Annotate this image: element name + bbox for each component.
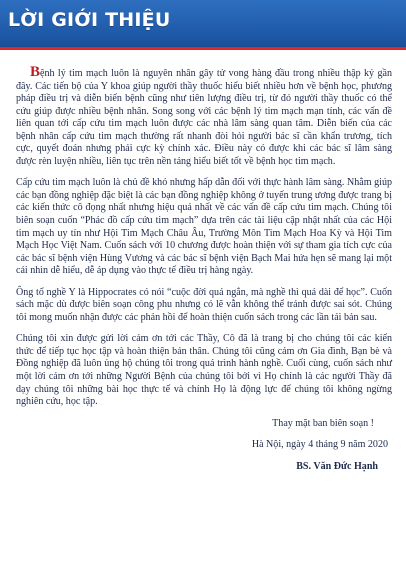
paragraph-1-text: ệnh lý tim mạch luôn là nguyên nhân gây tử vong hàng đầu trong nhiều thập kỷ gần đây. Các tiến bộ của Y khoa giúp người thầy thuốc hiểu biết nhiều hơn về bệnh học, phương pháp điều trị và diễn biến bệnh cũng như tiên lượng điều trị, từ đó người thầy thuốc có thể cứu giúp được nhiều bệnh nhân. Song song với các bệnh lý tim mạch mạn tính, các vấn đề liên quan tới cấp cứu tim mạch luôn được các nhà lâm sàng quan tâm. Diễn biến của các bệnh nhân cấp cứu tim mạch thường rất nhanh đòi hỏi người bác sĩ cần khẩn trương, tích cực, quyết đoán nhưng phải cực kỳ chính xác. Điều này có được khi các bác sĩ lâm sàng được rèn luyện nhiều, liên tục trên nền tảng hiểu biết tốt về bệnh học tim mạch.: [16, 68, 392, 167]
paragraph-1: [16, 66, 392, 168]
signature-author: BS. Văn Đức Hạnh: [296, 460, 378, 472]
paragraph-2: Cấp cứu tim mạch luôn là chủ đề khó nhưng hấp dẫn đối với thực hành lâm sàng. Nhằm giúp các bạn đồng nghiệp đặc biệt là các bạn đồng nghiệp không ở tuyến trung ương được trang bị các kiến thức cô đọng nhất nhưng hiệu quả nhất về các vấn đề cấp cứu tim mạch. Chúng tôi biên soạn cuốn “Phác đồ cấp cứu tim mạch” dựa trên các tài liệu cập nhật nhất của các Hội tim mạch uy tín như Hội Tim Mạch Châu Âu, Trường Môn Tim Mạch Hoa Kỳ và Hội Tim Mạch Học Việt Nam. Cuốn sách với 10 chương được hoàn thiện với sự tham gia tích cực của các bác sĩ bệnh viện Hùng Vương và các bác sĩ bệnh viện Bạch Mai hứa hẹn sẽ mang lại một cái nhìn dễ hiểu, dễ áp dụng vào thực tế điều trị hàng ngày.: [16, 177, 392, 277]
header-bar: [0, 0, 406, 50]
paragraph-4: Chúng tôi xin được gửi lời cảm ơn tới các Thầy, Cô đã là trang bị cho chúng tôi các kiến thức để tiếp tục học tập và hoàn thiện bản thân. Chúng tôi cũng cảm ơn Gia đình, Bạn bè và Đồng nghiệp đã luôn ủng hộ chúng tôi trong quá trình hành nghề. Cuối cùng, cuốn sách như một lời cảm ơn tới những Người Bệnh của chúng tôi bởi vì Họ chính là các người Thầy đã dạy chúng tôi những bài học thực tế và chính Họ là động lực để chúng tôi không ngừng nghiên cứu, học tập.: [16, 333, 392, 408]
document-body: [16, 66, 392, 482]
page-title: LỜI GIỚI THIỆU: [8, 9, 171, 31]
signature-line-2: Hà Nội, ngày 4 tháng 9 năm 2020: [251, 439, 388, 451]
signature-line-1: Thay mặt ban biên soạn !: [272, 417, 374, 429]
paragraph-3: Ông tổ nghề Y là Hippocrates có nói “cuộc đời quá ngắn, mà nghề thì quá dài để học”. Cuốn sách mặc dù được biên soạn công phu nhưng có lẽ vẫn không thể tránh được sai sót. Chúng tôi mong muốn nhận được các phản hồi để hoàn thiện cuốn sách trong các lần tái bản sau.: [16, 286, 392, 323]
drop-cap: B: [30, 64, 41, 80]
